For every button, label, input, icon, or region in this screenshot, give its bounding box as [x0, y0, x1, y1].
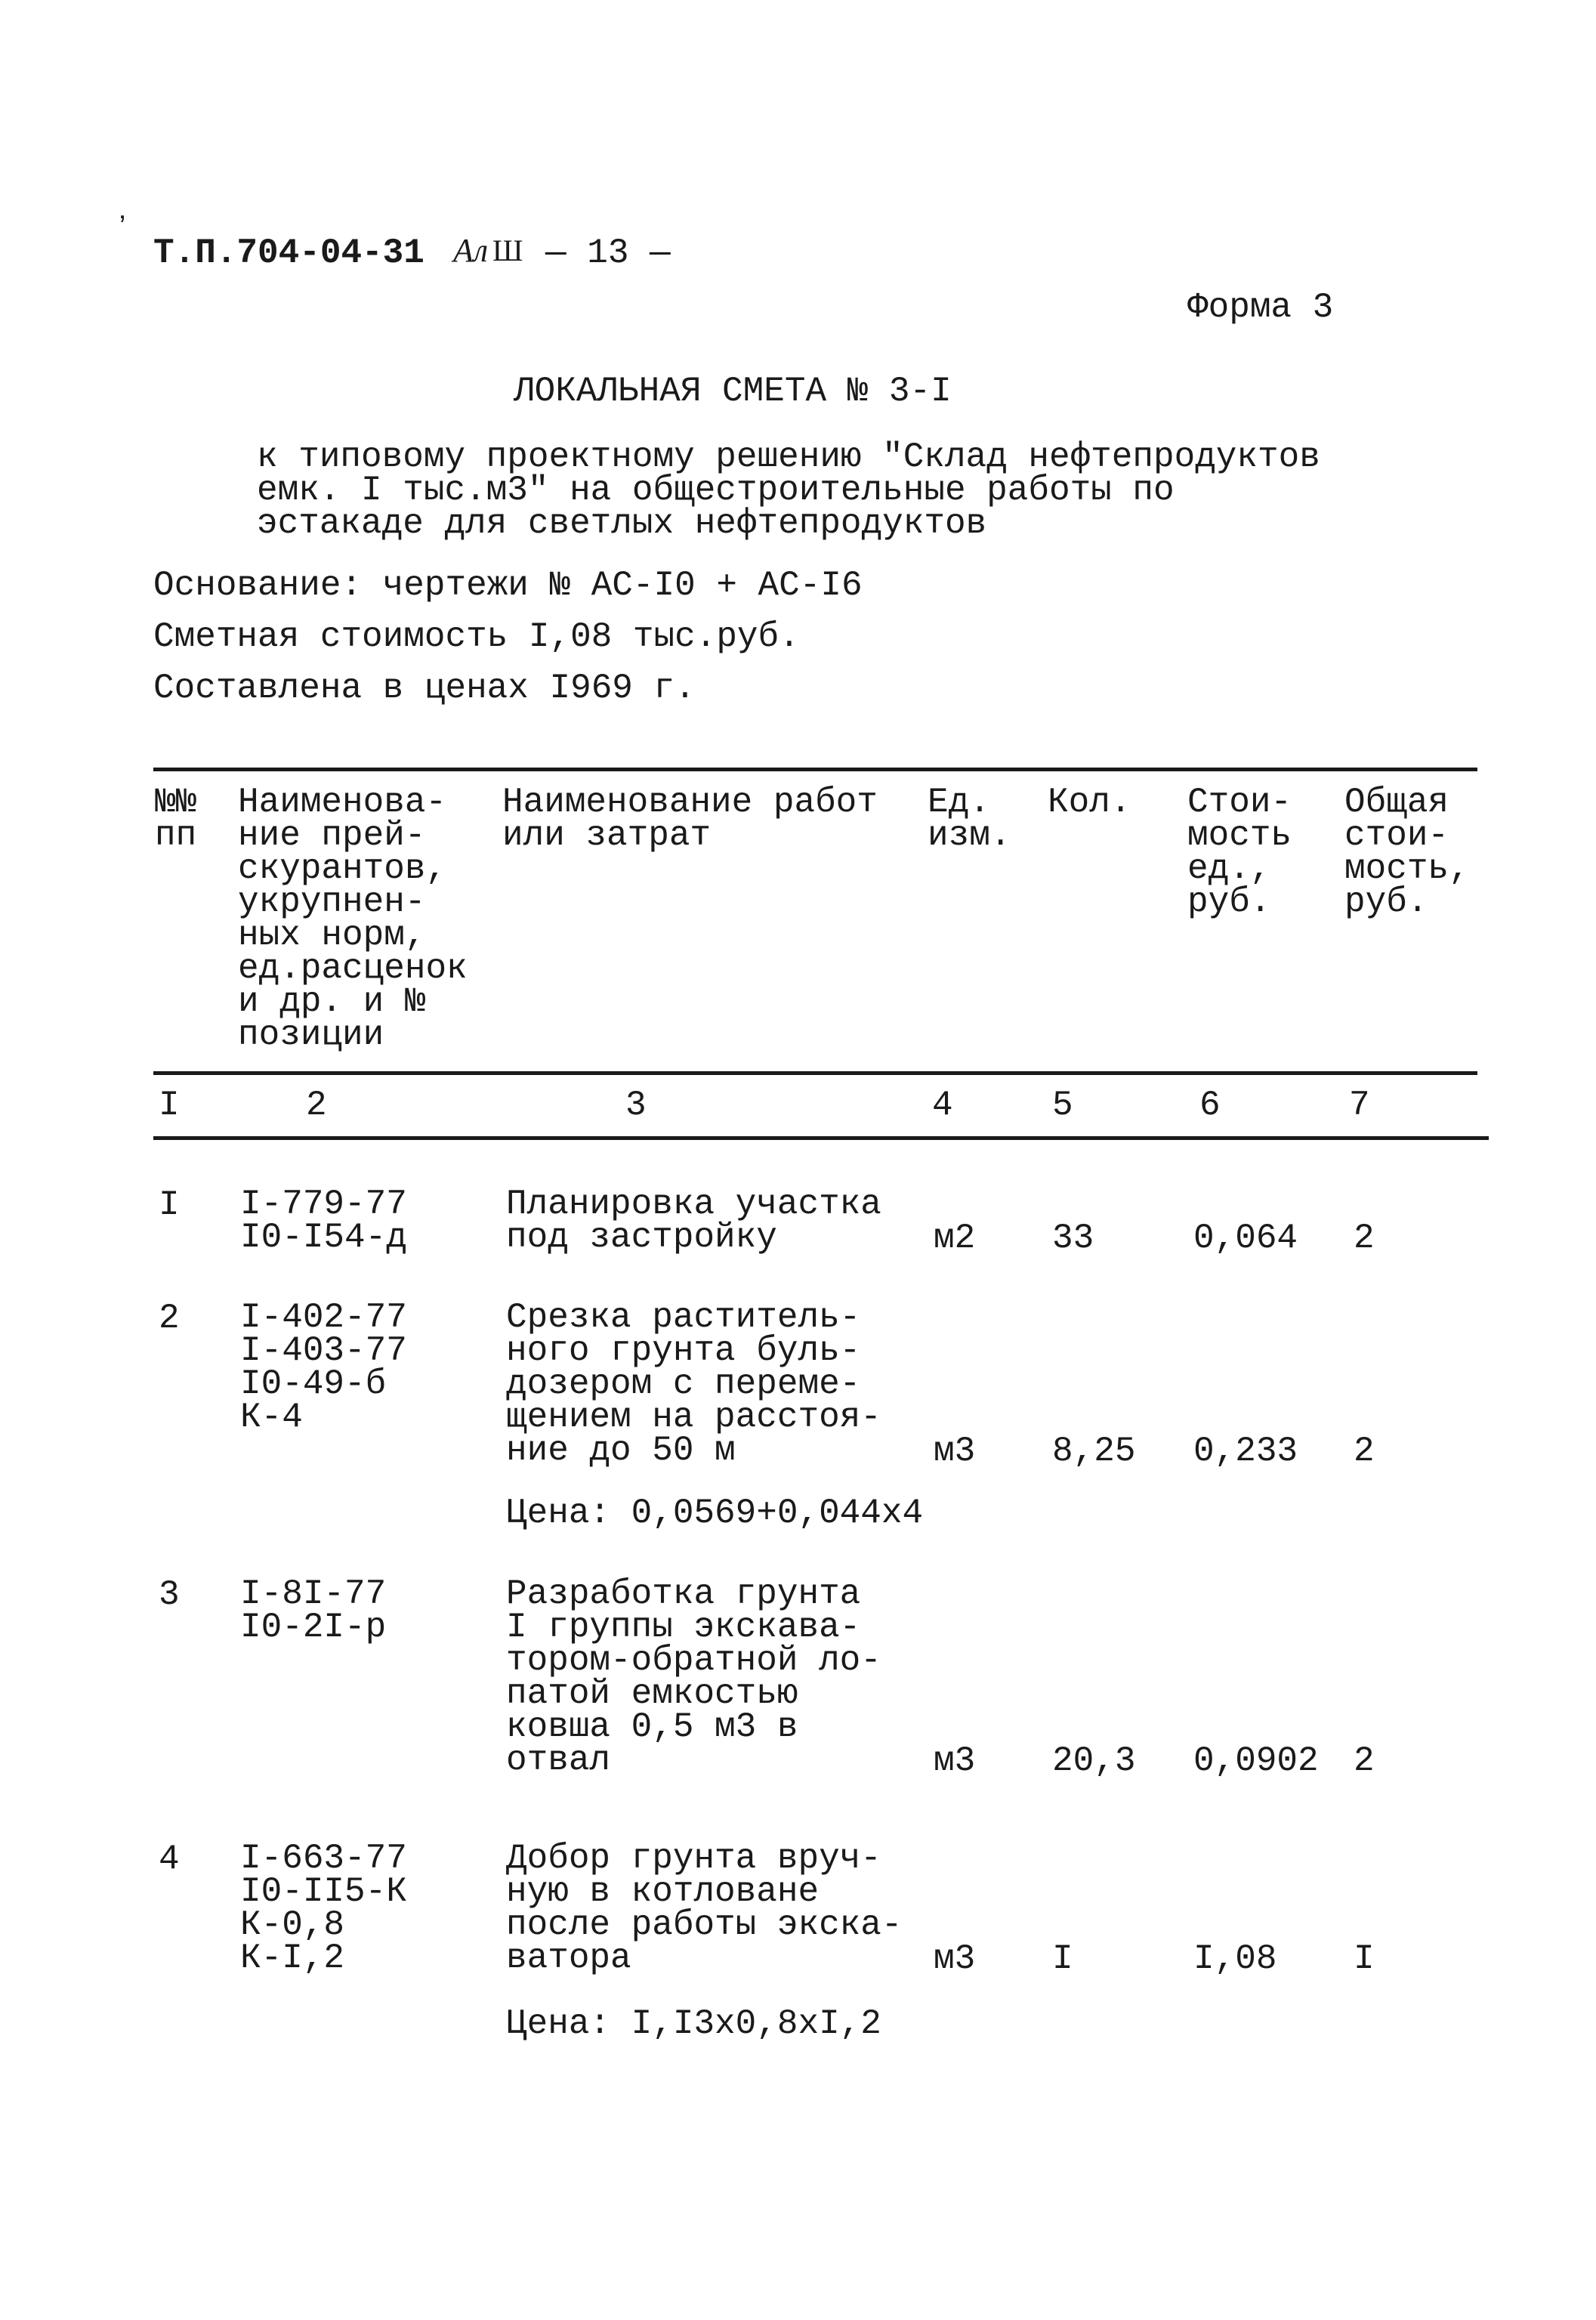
row-work-name: Срезка раститель- ного грунта буль- дозером с переме- щением на расстоя- ние до 50 м — [506, 1298, 881, 1470]
row-unit: м3 — [934, 1939, 976, 1979]
cost-line: Сметная стоимость I,08 тыс.руб. — [153, 617, 800, 656]
row-number: I — [159, 1185, 180, 1225]
row-unit-cost: 0,0902 — [1193, 1741, 1319, 1781]
row-work-name: Разработка грунта I группы экскава- тором-обратной ло- патой емкостью ковша 0,5 м3 в отвал — [506, 1574, 881, 1780]
row-references: I-663-77 I0-II5-К К-0,8 К-I,2 — [240, 1839, 407, 1978]
col-number-7: 7 — [1349, 1086, 1370, 1125]
row-quantity: I — [1052, 1939, 1073, 1979]
column-numbers-rule — [153, 1136, 1489, 1140]
row-quantity: 33 — [1052, 1219, 1094, 1258]
col-number-6: 6 — [1199, 1086, 1221, 1125]
page-number: — 13 — — [545, 233, 671, 273]
subtitle-line-2: емк. I тыс.м3" на общестроительные работы по — [257, 471, 1175, 510]
page-title: ЛОКАЛЬНАЯ СМЕТА № 3-I — [514, 372, 952, 411]
col-header-unit-cost: Стои- мость ед., руб. — [1187, 783, 1292, 922]
row-number: 3 — [159, 1575, 180, 1614]
row-number: 2 — [159, 1299, 180, 1338]
row-work-name: Добор грунта вруч- ную в котловане после работы экска- ватора — [506, 1839, 903, 1978]
subtitle-line-1: к типовому проектному решению "Склад нефтепродуктов — [257, 437, 1320, 477]
row-unit-cost: 0,233 — [1193, 1432, 1298, 1471]
row-quantity: 20,3 — [1052, 1741, 1136, 1781]
col-number-4: 4 — [932, 1086, 953, 1125]
subtitle-line-3: эстакаде для светлых нефтепродуктов — [257, 504, 987, 543]
row-total-cost: I — [1354, 1939, 1375, 1979]
col-header-quantity: Кол. — [1048, 783, 1131, 822]
row-quantity: 8,25 — [1052, 1432, 1136, 1471]
document-code: Т.П.704-04-31 — [153, 233, 424, 273]
corner-tick-mark: ʼ — [113, 213, 132, 247]
row-work-name: Планировка участка под застройку — [506, 1185, 881, 1257]
album-number: Ш — [492, 233, 523, 267]
row-references: I-779-77 I0-I54-д — [240, 1185, 407, 1257]
album-label: Ал — [453, 232, 489, 269]
col-number-2: 2 — [306, 1086, 327, 1125]
row-references: I-8I-77 I0-2I-р — [240, 1574, 387, 1647]
col-header-total-cost: Общая стои- мость, руб. — [1344, 783, 1470, 922]
prices-line: Составлена в ценах I969 г. — [153, 669, 696, 708]
row-total-cost: 2 — [1354, 1219, 1375, 1258]
basis-line: Основание: чертежи № АС-I0 + АС-I6 — [153, 566, 863, 605]
header-bottom-rule — [153, 1071, 1477, 1075]
row-unit-cost: I,08 — [1193, 1939, 1277, 1979]
col-header-unit: Ед. изм. — [928, 783, 1011, 855]
row-unit: м3 — [934, 1432, 976, 1471]
row-unit: м2 — [934, 1219, 976, 1258]
row-number: 4 — [159, 1840, 180, 1879]
row-unit: м3 — [934, 1741, 976, 1781]
col-number-5: 5 — [1052, 1086, 1073, 1125]
row-price-note: Цена: 0,0569+0,044x4 — [506, 1494, 924, 1533]
row-total-cost: 2 — [1354, 1432, 1375, 1471]
col-number-3: 3 — [625, 1086, 647, 1125]
col-header-work-name: Наименование работ или затрат — [502, 783, 878, 855]
table-top-rule — [153, 768, 1477, 771]
col-number-1: I — [159, 1086, 180, 1125]
form-label: Форма 3 — [1187, 288, 1334, 327]
row-references: I-402-77 I-403-77 I0-49-б К-4 — [240, 1298, 407, 1437]
row-total-cost: 2 — [1354, 1741, 1375, 1781]
col-header-references: Наименова- ние прей- скурантов, укрупнен- ных норм, ед.расценок и др. и № позиции — [238, 783, 468, 1055]
row-price-note: Цена: I,I3x0,8xI,2 — [506, 2004, 881, 2044]
row-unit-cost: 0,064 — [1193, 1219, 1298, 1258]
col-header-number: №№ пп — [155, 783, 197, 855]
